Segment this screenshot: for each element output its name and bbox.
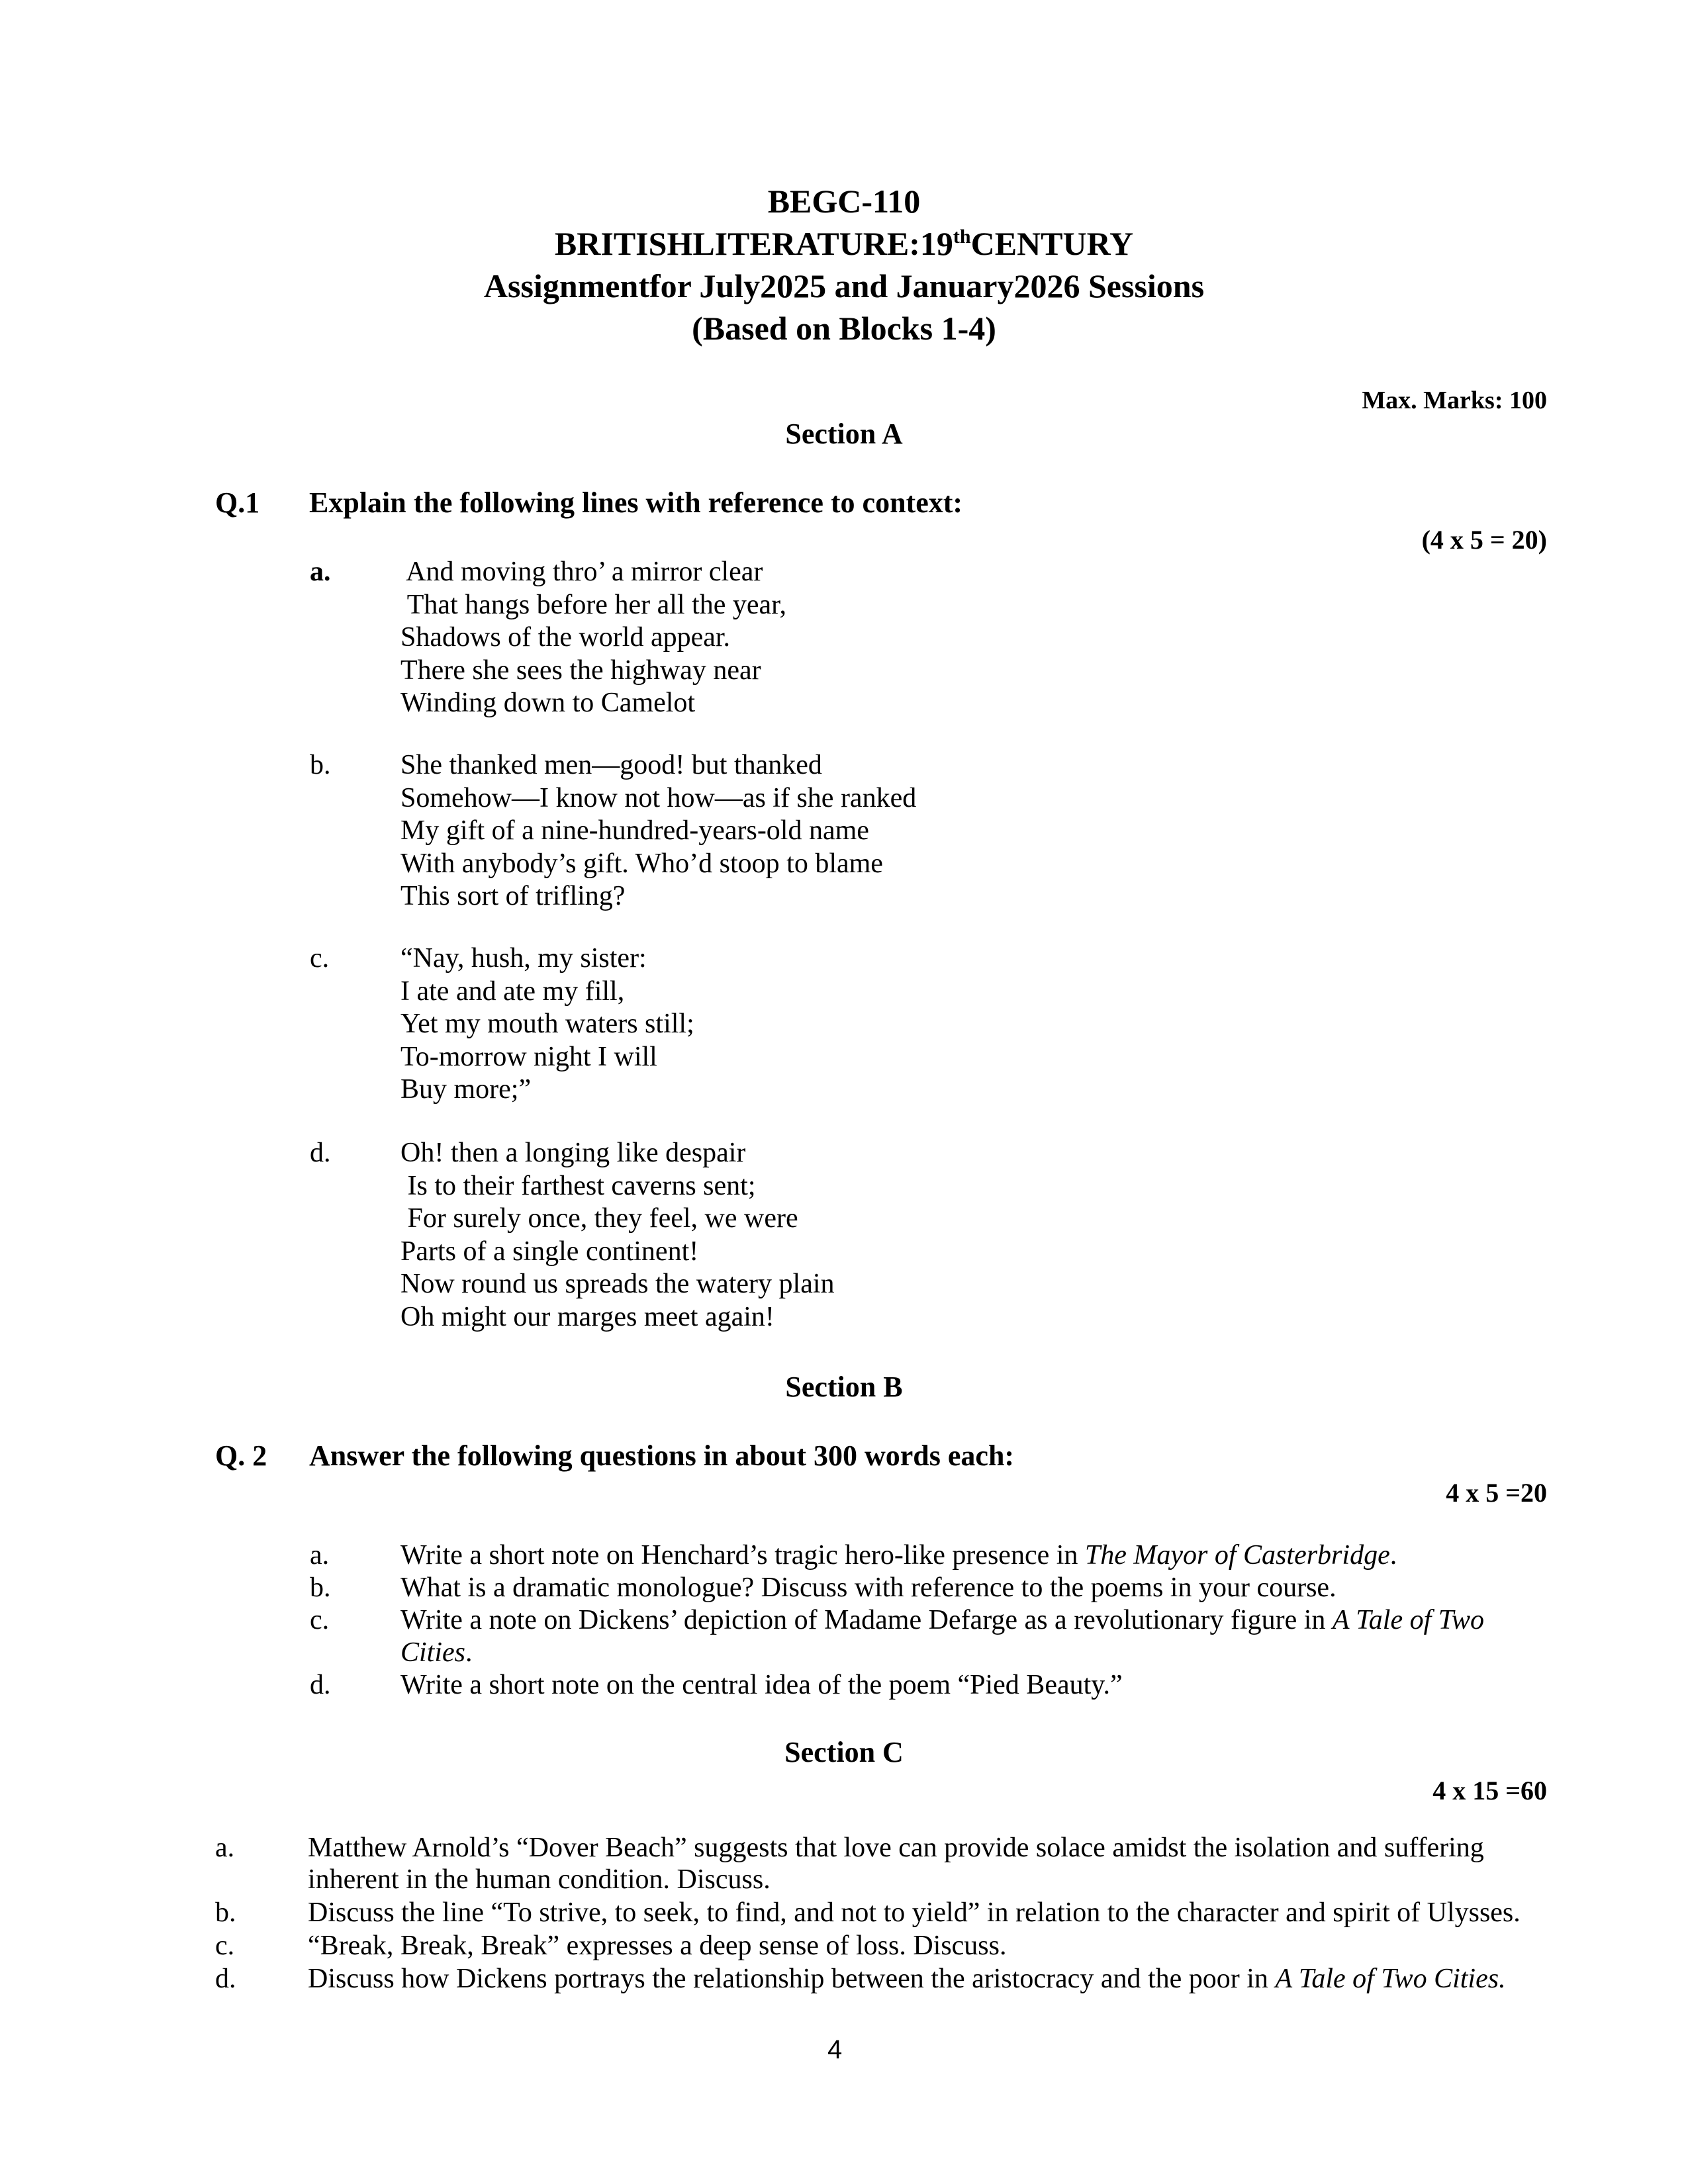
- section-c-marks: 4 x 15 =60: [1432, 1776, 1547, 1805]
- section-b-title: Section B: [785, 1371, 903, 1403]
- q2-item-d-text: [400, 1669, 1546, 1702]
- assignment-sessions: Assignmentfor July2025 and January2026 Sessions: [483, 267, 1205, 304]
- poem-line: For surely once, they feel, we were: [400, 1203, 798, 1234]
- q2-item-b-plain: What is a dramatic monologue? Discuss with reference to the poems in your course.: [400, 1572, 1336, 1603]
- q2-item-c-after: .: [465, 1637, 473, 1668]
- max-marks: Max. Marks: 100: [1362, 387, 1547, 414]
- poem-line: Parts of a single continent!: [400, 1236, 699, 1267]
- c-item-c-text: [308, 1930, 1566, 1962]
- c-item-b-label: b.: [215, 1897, 236, 1928]
- q2-number: Q. 2: [215, 1439, 267, 1472]
- course-code: BEGC-110: [767, 183, 921, 220]
- c-item-c-plain: “Break, Break, Break” expresses a deep sense of loss. Discuss.: [308, 1931, 1007, 1961]
- poem-line: That hangs before her all the year,: [400, 589, 786, 620]
- poem-line: She thanked men—good! but thanked: [400, 750, 822, 780]
- poem-line: Is to their farthest caverns sent;: [400, 1170, 756, 1201]
- poem-line: Oh might our marges meet again!: [400, 1301, 774, 1332]
- poem-line: Buy more;”: [400, 1074, 532, 1105]
- section-c-title: Section C: [784, 1736, 904, 1768]
- q2-text: Answer the following questions in about 300 words each:: [309, 1439, 1015, 1472]
- q1-item-b-label: b.: [310, 750, 331, 780]
- c-item-b-text: [308, 1897, 1566, 1929]
- q1-number: Q.1: [215, 486, 260, 519]
- q1-item-c-label: c.: [310, 943, 330, 974]
- q2-item-a-label: a.: [310, 1540, 330, 1570]
- c-item-a-text: [308, 1832, 1552, 1895]
- course-title-end: CENTURY: [970, 225, 1134, 262]
- poem-line: Winding down to Camelot: [400, 688, 696, 718]
- poem-line: This sort of trifling?: [400, 881, 626, 911]
- q2-item-c-plain: Write a note on Dickens’ depiction of Madame Defarge as a revolutionary figure in: [400, 1605, 1333, 1635]
- poem-line: To-morrow night I will: [400, 1041, 657, 1072]
- c-item-d-label: d.: [215, 1964, 236, 1994]
- q2-item-b-label: b.: [310, 1572, 331, 1603]
- poem-line: “Nay, hush, my sister:: [400, 943, 647, 974]
- q1-item-c-lines: [400, 942, 694, 1107]
- poem-line: And moving thro’ a mirror clear: [400, 557, 763, 587]
- q2-item-a-plain: Write a short note on Henchard’s tragic hero-like presence in: [400, 1540, 1085, 1570]
- page-number: 4: [827, 2035, 843, 2064]
- q2-item-b-text: [400, 1572, 1546, 1604]
- c-item-b-plain: Discuss the line “To strive, to seek, to find, and not to yield” in relation to the character and spirit of Ulysses.: [308, 1897, 1521, 1928]
- poem-line: Somehow—I know not how—as if she ranked: [400, 782, 917, 813]
- poem-line: With anybody’s gift. Who’d stoop to blame: [400, 848, 883, 879]
- q2-item-a-italic: The Mayor of Casterbridge: [1084, 1540, 1390, 1570]
- q2-item-a-text: [400, 1539, 1546, 1572]
- c-item-d-italic: A Tale of Two Cities.: [1275, 1964, 1506, 1994]
- q2-item-a-after: .: [1389, 1540, 1397, 1570]
- poem-line: My gift of a nine-hundred-years-old name: [400, 815, 869, 846]
- poem-line: Shadows of the world appear.: [400, 622, 731, 653]
- q1-item-d-lines: [400, 1137, 835, 1334]
- q2-item-d-plain: Write a short note on the central idea of the poem “Pied Beauty.”: [400, 1670, 1123, 1700]
- poem-line: Oh! then a longing like despair: [400, 1138, 746, 1168]
- c-item-d-plain: Discuss how Dickens portrays the relationship between the aristocracy and the poor in: [308, 1964, 1276, 1994]
- course-title: [0, 222, 1688, 265]
- c-item-c-label: c.: [215, 1931, 235, 1961]
- q2-item-c-text: [400, 1604, 1526, 1669]
- course-title-sup: th: [953, 226, 971, 248]
- q2-marks: 4 x 5 =20: [1446, 1478, 1547, 1508]
- q1-item-a-label: a.: [310, 557, 331, 587]
- q1-text: Explain the following lines with reference to context:: [309, 486, 963, 519]
- course-title-main: BRITISHLITERATURE:19: [554, 225, 953, 262]
- q1-item-d-label: d.: [310, 1138, 331, 1168]
- poem-line: Now round us spreads the watery plain: [400, 1269, 835, 1299]
- q1-item-a-lines: [400, 556, 786, 720]
- poem-line: I ate and ate my fill,: [400, 976, 625, 1007]
- c-item-a-label: a.: [215, 1833, 235, 1863]
- c-item-d-text: [308, 1963, 1566, 1995]
- q1-item-b-lines: [400, 749, 916, 913]
- q2-item-c-italic: A Tale of Two Cities: [400, 1605, 1485, 1668]
- q2-item-d-label: d.: [310, 1670, 331, 1700]
- q1-marks: (4 x 5 = 20): [1421, 525, 1547, 555]
- poem-line: There she sees the highway near: [400, 655, 761, 686]
- based-on-blocks: (Based on Blocks 1-4): [692, 310, 996, 347]
- c-item-a-plain: Matthew Arnold’s “Dover Beach” suggests that love can provide solace amidst the isolation and suffering inherent in the human condition. Discuss.: [308, 1833, 1484, 1895]
- q2-item-c-label: c.: [310, 1605, 330, 1635]
- section-a-title: Section A: [785, 418, 903, 450]
- poem-line: Yet my mouth waters still;: [400, 1009, 694, 1039]
